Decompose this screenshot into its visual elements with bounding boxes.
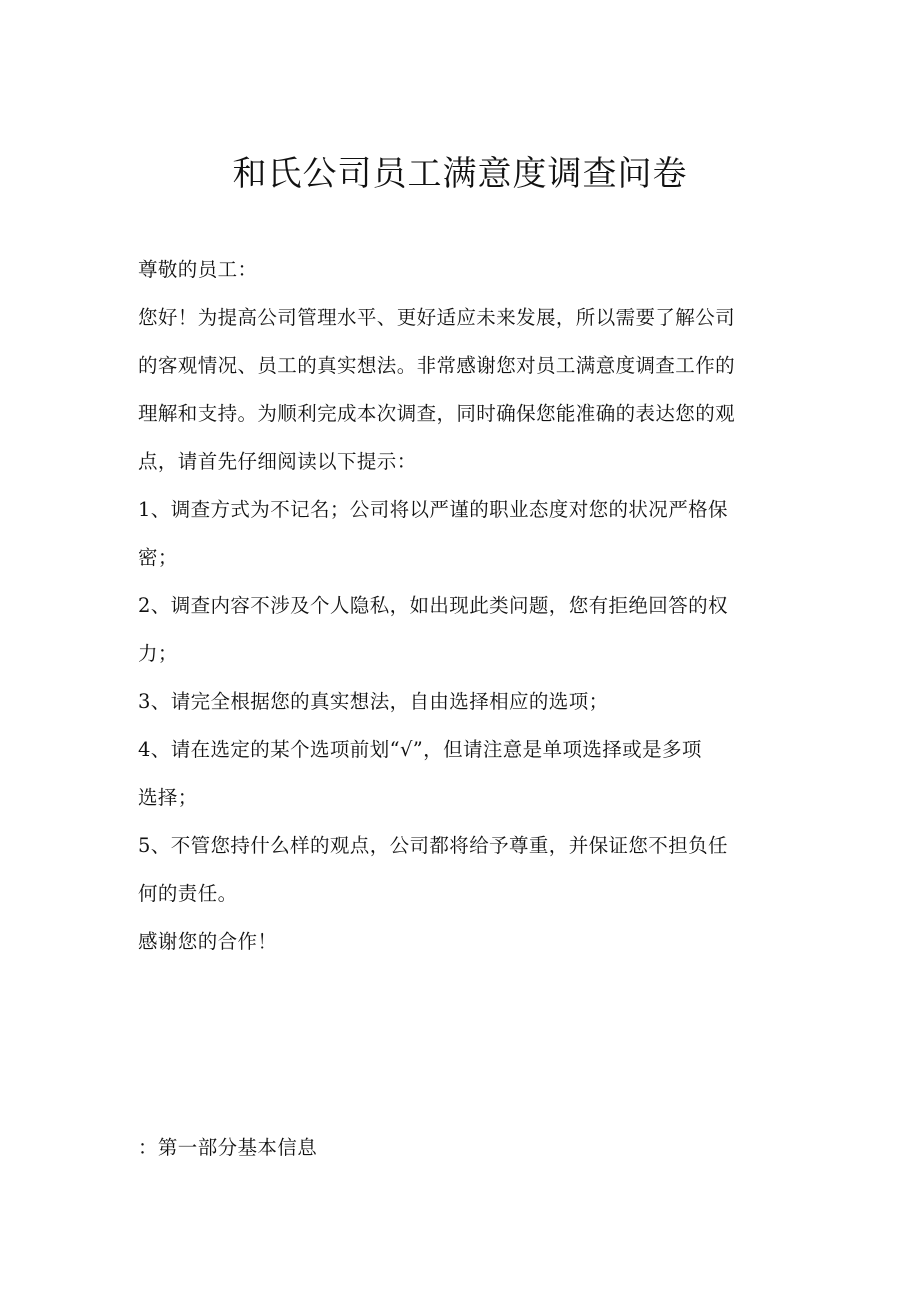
tip-4-line: 选择； [138,786,198,809]
tip-2-line: 2、调查内容不涉及个人隐私，如出现此类问题，您有拒绝回答的权 [138,594,728,617]
intro-line: 点，请首先仔细阅读以下提示： [138,450,417,473]
tip-1-line: 1、调查方式为不记名；公司将以严谨的职业态度对您的状况严格保 [138,498,728,521]
thanks-text: 感谢您的合作！ [138,930,278,953]
document-body [138,246,784,966]
document-title: 和氏公司员工满意度调查问卷 [232,154,688,194]
section-heading: ：第一部分基本信息 [138,1136,318,1159]
intro-line: 理解和支持。为顺利完成本次调查，同时确保您能准确的表达您的观 [138,402,736,425]
tip-2-line: 力； [138,642,178,665]
tip-4-line: 4、请在选定的某个选项前划“√”，但请注意是单项选择或是多项 [138,738,702,761]
tip-3-line: 3、请完全根据您的真实想法，自由选择相应的选项； [138,690,609,713]
intro-line: 的客观情况、员工的真实想法。非常感谢您对员工满意度调查工作的 [138,354,736,377]
intro-line: 您好！为提高公司管理水平、更好适应未来发展，所以需要了解公司 [138,306,736,329]
tip-5-line: 何的责任。 [138,882,238,905]
salutation: 尊敬的员工： [138,258,258,281]
tip-1-line: 密； [138,546,178,569]
tip-5-line: 5、不管您持什么样的观点，公司都将给予尊重，并保证您不担负任 [138,834,728,857]
